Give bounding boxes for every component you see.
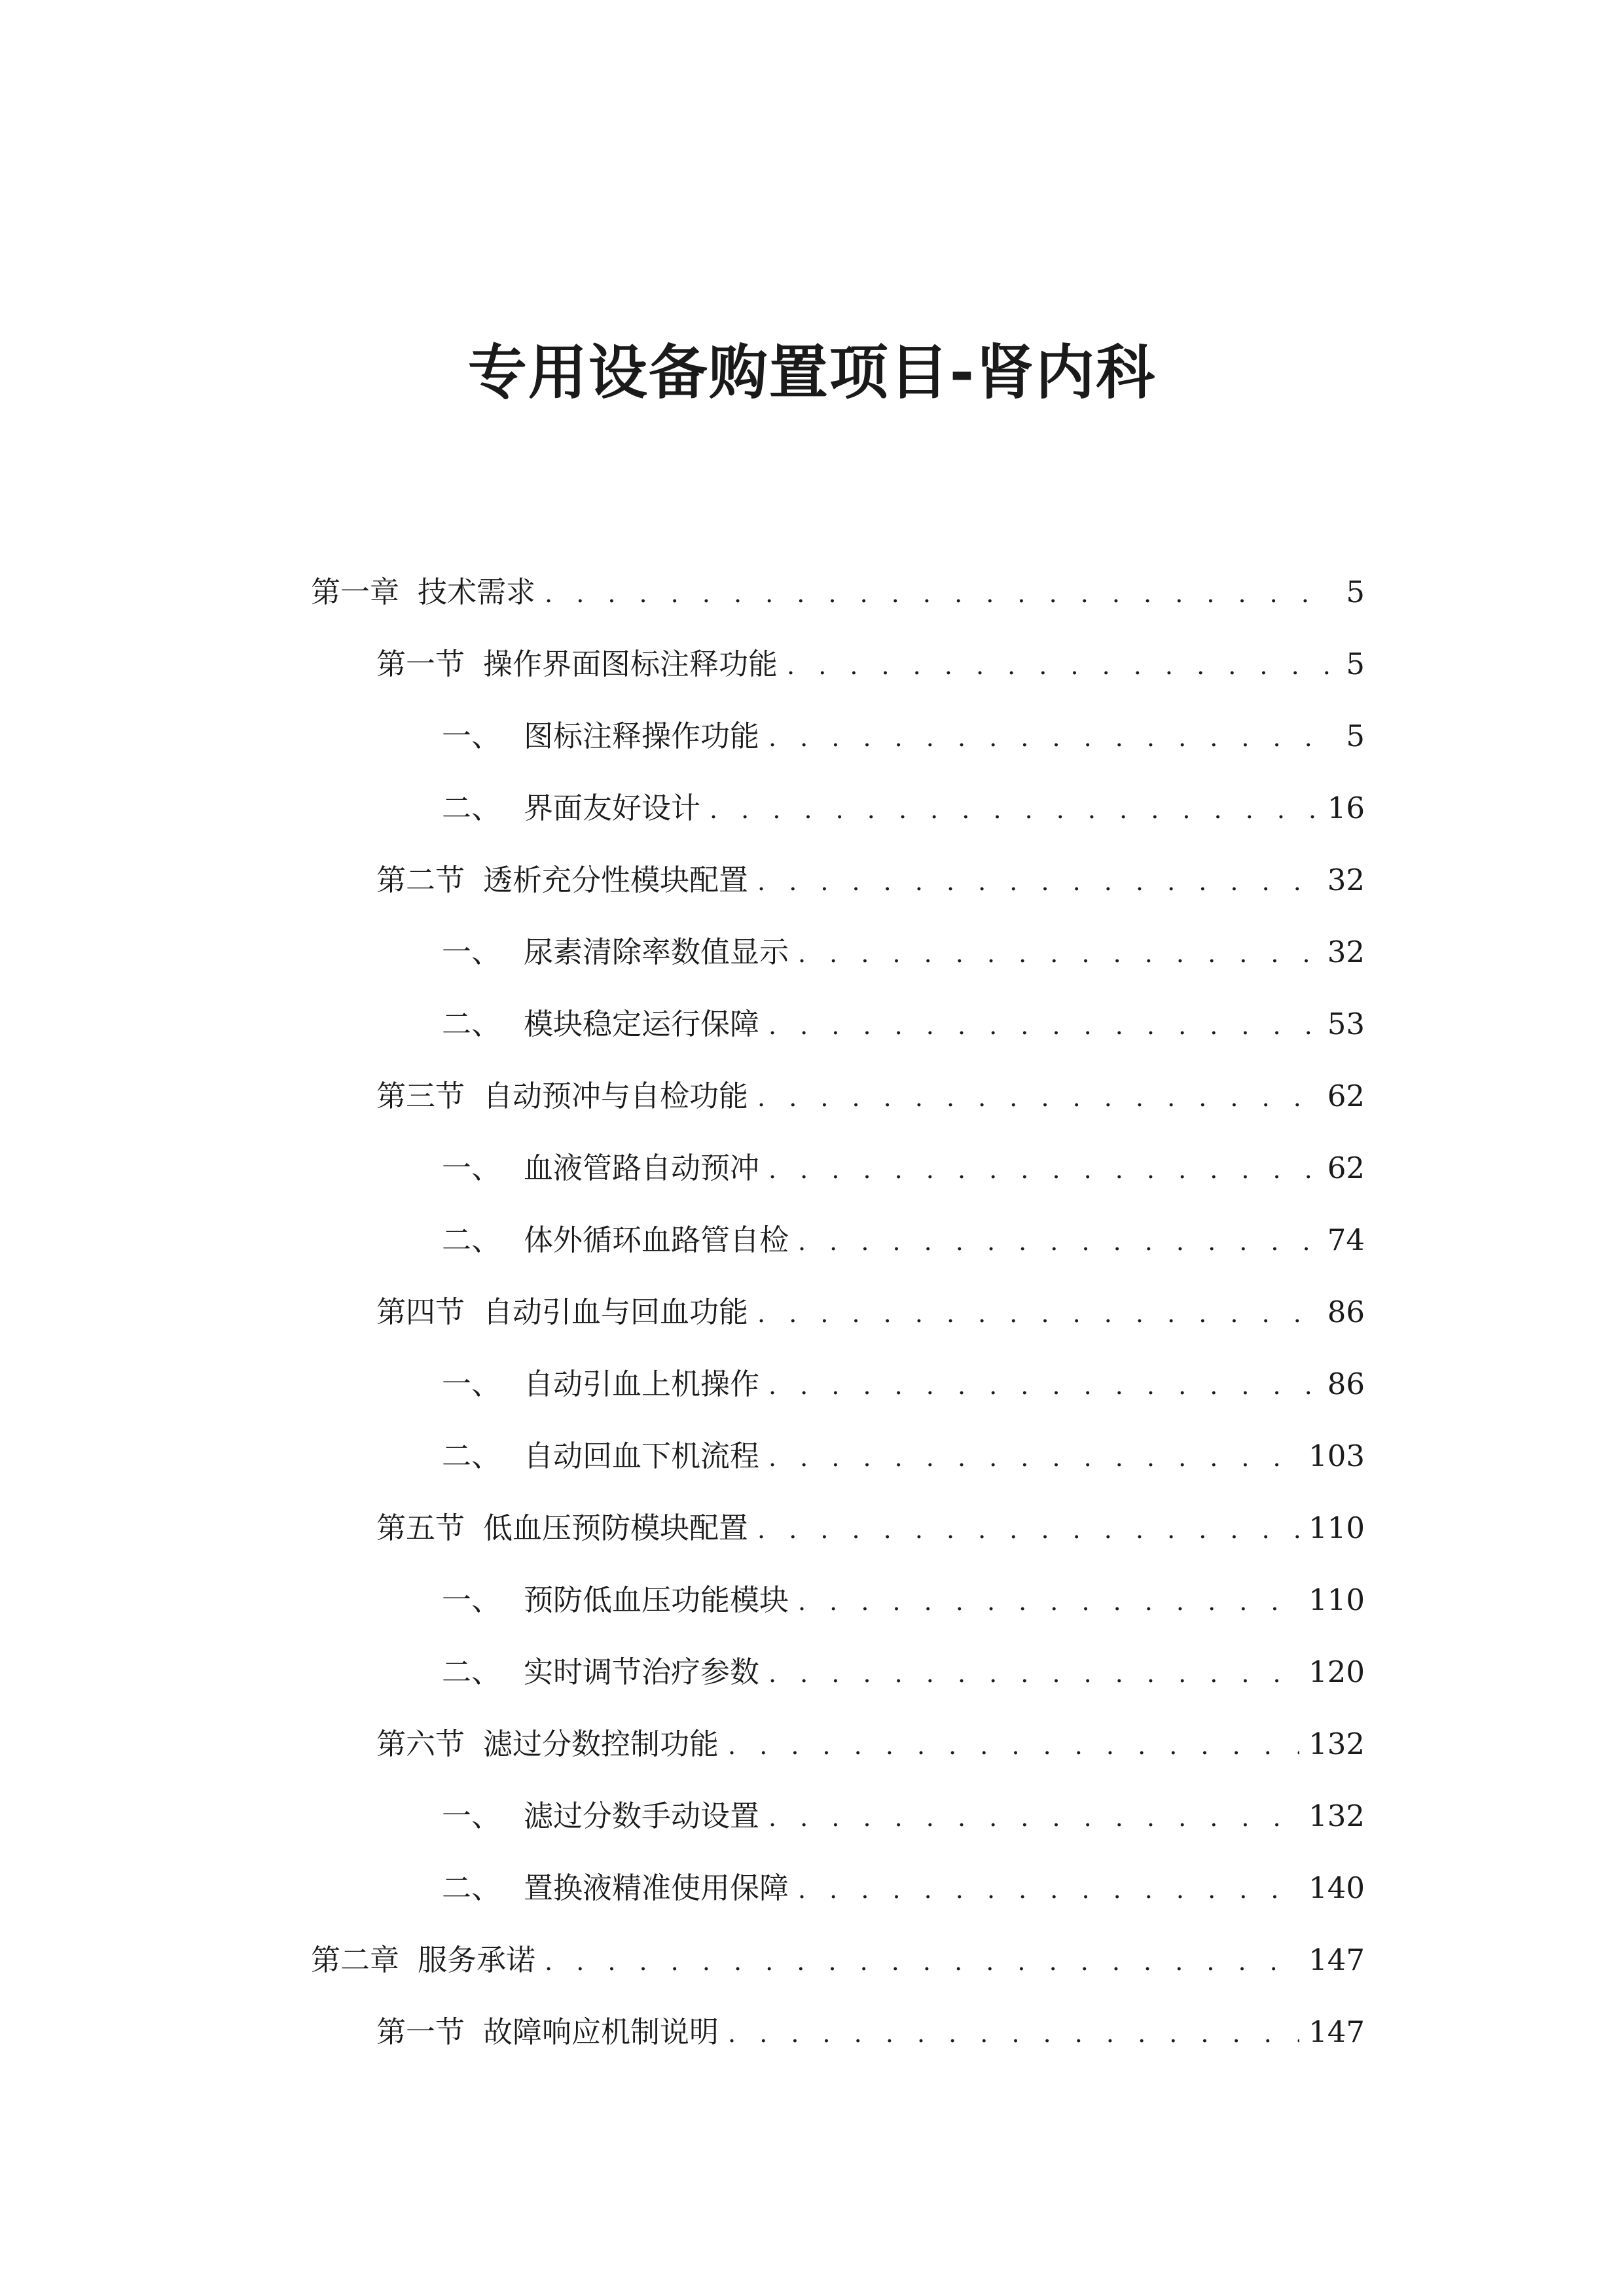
toc-dot-leader: [768, 1638, 1299, 1710]
document-title: 专用设备购置项目-肾内科: [467, 338, 1157, 407]
toc-entry[interactable]: [311, 700, 1365, 772]
toc-entry-number: 一、: [442, 1151, 501, 1185]
toc-entry[interactable]: [311, 628, 1365, 700]
toc-entry-number: 第一节: [376, 2015, 465, 2049]
toc-entry-page: 53: [1327, 1007, 1365, 1041]
toc-entry[interactable]: [311, 1060, 1365, 1132]
toc-entry-text: 体外循环血路管自检: [524, 1223, 789, 1257]
toc-entry-page: 86: [1327, 1295, 1365, 1329]
toc-entry-text: 自动回血下机流程: [524, 1439, 760, 1473]
toc-entry[interactable]: [311, 1852, 1365, 1924]
toc-entry-text: 置换液精准使用保障: [524, 1871, 789, 1905]
toc-entry-page: 5: [1346, 719, 1365, 753]
toc-entry[interactable]: [311, 1420, 1365, 1492]
toc-entry-page: 32: [1327, 935, 1365, 969]
toc-dot-leader: [768, 1134, 1318, 1206]
toc-entry[interactable]: [311, 1780, 1365, 1852]
toc-entry-text: 图标注释操作功能: [524, 719, 760, 753]
toc-entry-number: 一、: [442, 1367, 501, 1401]
toc-entry[interactable]: [311, 1276, 1365, 1348]
toc-dot-leader: [728, 1710, 1299, 1782]
toc-entry-page: 120: [1308, 1655, 1365, 1689]
toc-entry-page: 5: [1346, 647, 1365, 681]
toc-entry-page: 110: [1308, 1511, 1365, 1545]
toc-entry-text: 操作界面图标注释功能: [483, 647, 778, 681]
toc-entry-number: 二、: [442, 1655, 501, 1689]
toc-dot-leader: [757, 846, 1318, 918]
toc-entry[interactable]: [311, 844, 1365, 916]
toc-entry-page: 147: [1308, 2015, 1365, 2049]
toc-entry-text: 预防低血压功能模块: [524, 1583, 789, 1617]
toc-entry-text: 自动预冲与自检功能: [483, 1079, 749, 1113]
toc-entry-page: 132: [1308, 1727, 1365, 1761]
toc-dot-leader: [768, 1782, 1299, 1854]
toc-entry[interactable]: [311, 556, 1365, 628]
toc-entry-number: 二、: [442, 1223, 501, 1257]
toc-dot-leader: [757, 1494, 1299, 1566]
toc-entry-page: 74: [1327, 1223, 1365, 1257]
toc-entry-page: 110: [1308, 1583, 1365, 1617]
toc-dot-leader: [710, 774, 1318, 846]
toc-entry-text: 透析充分性模块配置: [483, 863, 749, 897]
toc-dot-leader: [757, 1278, 1318, 1350]
toc-dot-leader: [798, 918, 1318, 990]
toc-dot-leader: [545, 1926, 1299, 1998]
toc-entry-number: 二、: [442, 791, 501, 825]
toc-entry-text: 自动引血上机操作: [524, 1367, 760, 1401]
toc-entry[interactable]: [311, 1564, 1365, 1636]
toc-entry-page: 86: [1327, 1367, 1365, 1401]
toc-entry-number: 第二节: [376, 863, 465, 897]
toc-entry-text: 滤过分数手动设置: [524, 1799, 760, 1833]
toc-entry-number: 二、: [442, 1007, 501, 1041]
toc-entry-text: 服务承诺: [418, 1943, 536, 1977]
toc-dot-leader: [798, 1854, 1299, 1926]
toc-entry[interactable]: [311, 1348, 1365, 1420]
toc-entry-text: 模块稳定运行保障: [524, 1007, 760, 1041]
toc-entry-page: 132: [1308, 1799, 1365, 1833]
toc-entry-page: 62: [1327, 1079, 1365, 1113]
toc-entry-page: 140: [1308, 1871, 1365, 1905]
toc-entry-number: 第六节: [376, 1727, 465, 1761]
toc-entry-page: 147: [1308, 1943, 1365, 1977]
toc-entry-number: 一、: [442, 719, 501, 753]
toc-entry-number: 二、: [442, 1439, 501, 1473]
toc-entry[interactable]: [311, 916, 1365, 988]
toc-dot-leader: [798, 1206, 1318, 1278]
toc-entry-number: 二、: [442, 1871, 501, 1905]
toc-entry[interactable]: [311, 772, 1365, 844]
toc-entry-page: 5: [1346, 575, 1365, 609]
toc-entry-page: 62: [1327, 1151, 1365, 1185]
toc-entry-text: 自动引血与回血功能: [483, 1295, 749, 1329]
toc-entry-number: 第一节: [376, 647, 465, 681]
toc-entry-number: 第五节: [376, 1511, 465, 1545]
toc-dot-leader: [768, 702, 1329, 774]
toc-entry-text: 血液管路自动预冲: [524, 1151, 760, 1185]
toc-dot-leader: [728, 1998, 1299, 2070]
toc-entry[interactable]: [311, 1132, 1365, 1204]
toc-entry[interactable]: [311, 1996, 1365, 2068]
toc-entry-number: 第三节: [376, 1079, 465, 1113]
toc-entry-text: 故障响应机制说明: [483, 2015, 719, 2049]
toc-dot-leader: [757, 1062, 1318, 1134]
toc-entry-number: 一、: [442, 1583, 501, 1617]
toc-entry-number: 第四节: [376, 1295, 465, 1329]
toc-entry-text: 界面友好设计: [524, 791, 701, 825]
table-of-contents: [311, 556, 1365, 2068]
toc-entry-text: 滤过分数控制功能: [483, 1727, 719, 1761]
toc-dot-leader: [768, 1350, 1318, 1422]
toc-dot-leader: [768, 1422, 1299, 1494]
toc-entry[interactable]: [311, 1924, 1365, 1996]
toc-entry-text: 低血压预防模块配置: [483, 1511, 749, 1545]
toc-entry[interactable]: [311, 1708, 1365, 1780]
toc-entry[interactable]: [311, 1492, 1365, 1564]
toc-entry[interactable]: [311, 988, 1365, 1060]
toc-entry-text: 尿素清除率数值显示: [524, 935, 789, 969]
toc-entry-page: 32: [1327, 863, 1365, 897]
toc-entry-text: 实时调节治疗参数: [524, 1655, 760, 1689]
toc-entry-number: 第一章: [311, 575, 400, 609]
toc-dot-leader: [545, 558, 1329, 630]
toc-entry-number: 一、: [442, 1799, 501, 1833]
toc-entry[interactable]: [311, 1636, 1365, 1708]
toc-entry-text: 技术需求: [418, 575, 536, 609]
toc-dot-leader: [798, 1566, 1299, 1638]
toc-dot-leader: [768, 990, 1318, 1062]
toc-entry-page: 103: [1308, 1439, 1365, 1473]
toc-entry-number: 一、: [442, 935, 501, 969]
toc-entry[interactable]: [311, 1204, 1365, 1276]
toc-dot-leader: [787, 630, 1329, 702]
toc-entry-page: 16: [1327, 791, 1365, 825]
toc-entry-number: 第二章: [311, 1943, 400, 1977]
